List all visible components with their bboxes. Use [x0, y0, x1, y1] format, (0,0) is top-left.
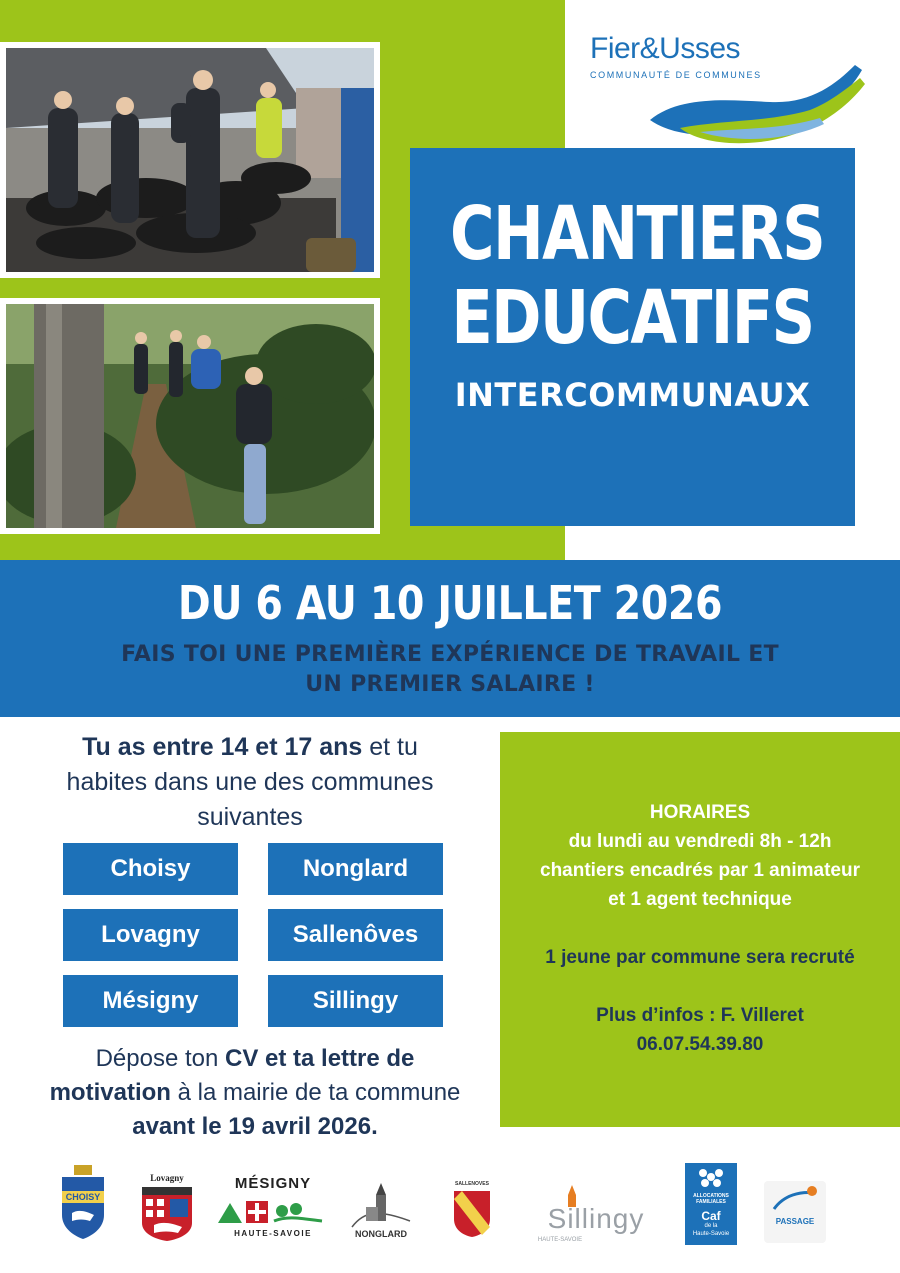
photo-forest: [0, 298, 380, 534]
lovagny-crest-icon: [138, 1173, 196, 1243]
hours-heading: HORAIRES: [649, 802, 751, 823]
age-range: Tu as entre 14 et 17 ans: [82, 733, 363, 761]
intro-line2: habites dans une des communes: [66, 768, 434, 796]
logo-subtitle: COMMUNAUTÉ DE COMMUNES: [590, 70, 762, 80]
apply-part1: Dépose ton: [95, 1045, 226, 1072]
caf-logo: [685, 1163, 737, 1245]
apply-motivation: motivation: [49, 1079, 171, 1106]
logo-name: Fier&Usses: [590, 32, 741, 65]
partner-logos: [0, 1155, 900, 1255]
contact-name: Plus d’infos : F. Villeret: [596, 1005, 804, 1026]
mesigny-logo: [218, 1175, 328, 1241]
logo-brush-icon: [640, 40, 880, 150]
sillingy-logo: [530, 1185, 662, 1245]
event-dates: DU 6 AU 10 JUILLET 2026: [177, 576, 723, 630]
caf-line2: FAMILIALES: [696, 1199, 726, 1205]
hours-line2: chantiers encadrés par 1 animateur: [540, 860, 860, 881]
passage-swoosh-icon: [764, 1181, 826, 1217]
nonglard-logo-text: NONGLARD: [355, 1229, 407, 1239]
eligibility-text: [20, 730, 480, 835]
commune-mesigny: Mésigny: [63, 975, 238, 1027]
info-box: [500, 732, 900, 1127]
tagline-line1: FAIS TOI UNE PREMIÈRE EXPÉRIENCE DE TRAVAIL ET: [121, 642, 779, 667]
apply-cv: CV et ta lettre de: [225, 1045, 415, 1072]
intro-line3: suivantes: [197, 803, 303, 831]
title-line-educatifs: EDUCATIFS: [451, 275, 814, 361]
choisy-crest-icon: [60, 1165, 106, 1245]
nonglard-logo: [348, 1181, 414, 1245]
commune-lovagny: Lovagny: [63, 909, 238, 961]
commune-sillingy: Sillingy: [268, 975, 443, 1027]
passage-logo-text: PASSAGE: [775, 1217, 815, 1226]
passage-logo: [764, 1181, 826, 1243]
contact-phone: 06.07.54.39.80: [636, 1034, 764, 1055]
sallenoves-crest-icon: [452, 1181, 492, 1239]
date-band: [0, 560, 900, 717]
apply-deadline: avant le 19 avril 2026.: [132, 1113, 378, 1140]
hours-line1: du lundi au vendredi 8h - 12h: [568, 831, 832, 852]
photo-tires: [0, 42, 380, 278]
mesigny-emblem-icon: [218, 1195, 328, 1225]
caf-line4: Haute-Savoie: [692, 1231, 730, 1237]
commune-nonglard: Nonglard: [268, 843, 443, 895]
caf-line1: ALLOCATIONS: [693, 1193, 729, 1199]
hours-line3: et 1 agent technique: [608, 889, 792, 910]
choisy-logo-text: CHOISY: [65, 1192, 101, 1202]
lovagny-logo-text: Lovagny: [150, 1173, 184, 1183]
title-box: [410, 148, 855, 526]
sallenoves-logo-text: SALLENOVES: [455, 1181, 489, 1187]
nonglard-church-icon: [348, 1181, 414, 1229]
tagline-line2: UN PREMIER SALAIRE !: [305, 672, 595, 697]
title-line-chantiers: CHANTIERS: [450, 191, 825, 277]
title-subtitle: INTERCOMMUNAUX: [454, 376, 811, 414]
commune-sallenoves: Sallenôves: [268, 909, 443, 961]
forest-photo-image: [6, 304, 374, 528]
sillingy-sub-text: HAUTE-SAVOIE: [537, 1237, 583, 1243]
intro-rest: et tu: [362, 733, 418, 761]
tagline: [0, 640, 900, 700]
commune-choisy: Choisy: [63, 843, 238, 895]
tires-photo-image: [6, 48, 374, 272]
apply-part4: à la mairie de ta commune: [170, 1079, 461, 1106]
mesigny-sub-text: HAUTE-SAVOIE: [234, 1229, 312, 1238]
application-instructions: [20, 1042, 490, 1144]
caf-name: Caf: [701, 1209, 721, 1223]
sillingy-logo-text: Sillingy: [547, 1203, 645, 1234]
recruitment-note: 1 jeune par commune sera recruté: [545, 947, 855, 968]
caf-line3: de la: [704, 1223, 718, 1229]
caf-flower-icon: [685, 1163, 737, 1193]
mesigny-logo-text: MÉSIGNY: [234, 1175, 312, 1192]
fier-usses-logo: [580, 20, 880, 140]
